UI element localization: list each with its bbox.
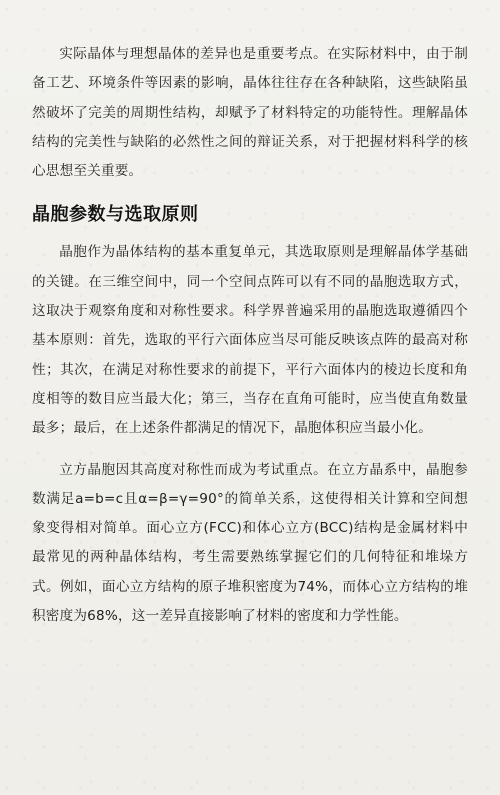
section-paragraph-2: 立方晶胞因其高度对称性而成为考试重点。在立方晶系中，晶胞参数满足a=b=c且α=β=γ=90°的简单关系，这使得相关计算和空间想象变得相对简单。面心立方(FCC)和体心立方(BCC)结构是金属材料中最常见的两种晶体结构，考生需要熟练掌握它们的几何特征和堆垛方式。例如，面心立方结构的原子堆积密度为74%，而体心立方结构的堆积密度为68%，这一差异直接影响了材料的密度和力学性能。 bbox=[32, 461, 468, 625]
intro-paragraph: 实际晶体与理想晶体的差异也是重要考点。在实际材料中，由于制备工艺、环境条件等因素的影响，晶体往往存在各种缺陷，这些缺陷虽然破坏了完美的周期性结构，却赋予了材料特定的功能特性。理解晶体结构的完美性与缺陷的必然性之间的辩证关系，对于把握材料科学的核心思想至关重要。 bbox=[32, 46, 468, 180]
section-paragraph-1: 晶胞作为晶体结构的基本重复单元，其选取原则是理解晶体学基础的关键。在三维空间中，同一个空间点阵可以有不同的晶胞选取方式，这取决于观察角度和对称性要求。科学界普遍采用的晶胞选取遵循四个基本原则：首先，选取的平行六面体应当尽可能反映该点阵的最高对称性；其次，在满足对称性要求的前提下，平行六面体内的棱边长度和角度相等的数目应当最大化；第三，当存在直角可能时，应当使直角数量最多；最后，在上述条件都满足的情况下，晶胞体积应当最小化。 bbox=[32, 244, 468, 437]
section-heading: 晶胞参数与选取原则 bbox=[32, 204, 199, 226]
document-body bbox=[32, 40, 468, 631]
